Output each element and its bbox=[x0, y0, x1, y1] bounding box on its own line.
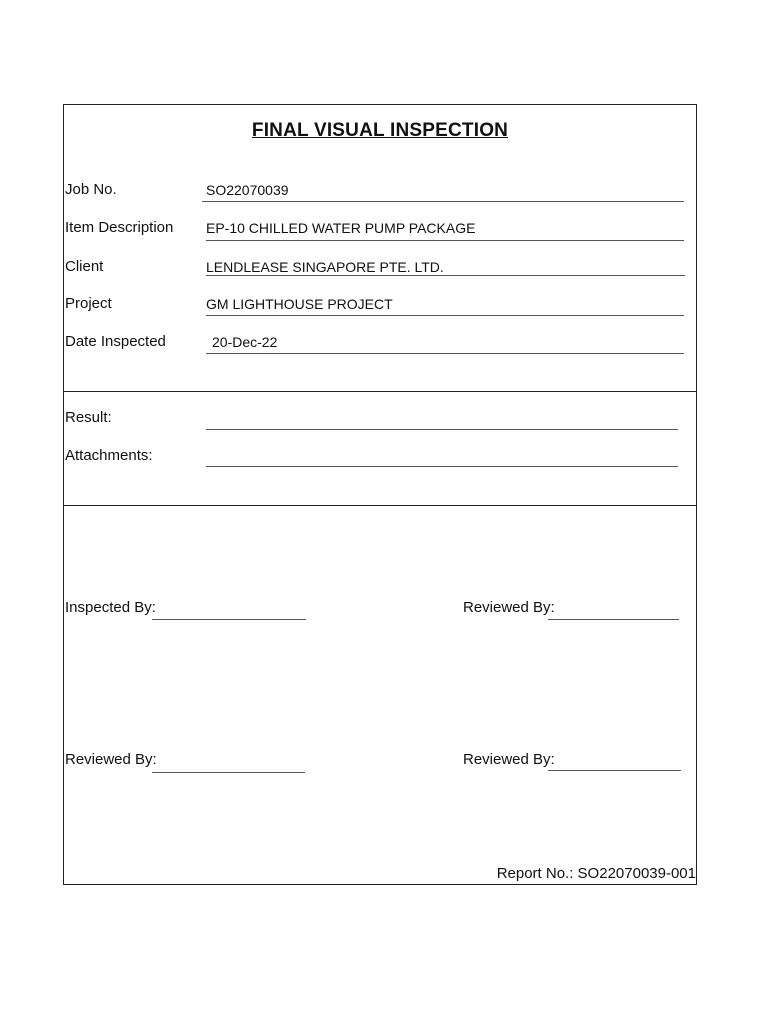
project-underline bbox=[206, 315, 684, 316]
inspected-by-signature-line bbox=[152, 619, 306, 620]
job-no-label: Job No. bbox=[65, 181, 117, 198]
item-description-label: Item Description bbox=[65, 219, 174, 236]
project-value: GM LIGHTHOUSE PROJECT bbox=[206, 296, 393, 312]
job-no-underline bbox=[202, 201, 684, 202]
inspection-form bbox=[63, 104, 697, 885]
reviewed-by-1-signature-line bbox=[548, 619, 679, 620]
result-underline bbox=[206, 429, 678, 430]
reviewed-by-1-label: Reviewed By: bbox=[463, 599, 555, 616]
section-divider-2 bbox=[64, 505, 696, 506]
reviewed-by-3-label: Reviewed By: bbox=[463, 751, 555, 768]
client-label: Client bbox=[65, 258, 104, 275]
date-inspected-label: Date Inspected bbox=[65, 333, 166, 350]
project-label: Project bbox=[65, 295, 112, 312]
attachments-underline bbox=[206, 466, 678, 467]
job-no-value: SO22070039 bbox=[206, 182, 289, 198]
section-divider-1 bbox=[64, 391, 696, 392]
item-description-value: EP-10 CHILLED WATER PUMP PACKAGE bbox=[206, 220, 476, 236]
date-inspected-value: 20-Dec-22 bbox=[212, 334, 278, 350]
client-underline bbox=[206, 275, 685, 276]
report-number: Report No.: SO22070039-001 bbox=[496, 865, 696, 882]
reviewed-by-3-signature-line bbox=[548, 770, 681, 771]
reviewed-by-2-label: Reviewed By: bbox=[65, 751, 157, 768]
client-value: LENDLEASE SINGAPORE PTE. LTD. bbox=[206, 259, 444, 275]
date-inspected-underline bbox=[206, 353, 684, 354]
result-label: Result: bbox=[65, 409, 112, 426]
attachments-label: Attachments: bbox=[65, 447, 153, 464]
reviewed-by-2-signature-line bbox=[152, 772, 305, 773]
item-description-underline bbox=[206, 240, 684, 241]
inspected-by-label: Inspected By: bbox=[65, 599, 156, 616]
form-title: FINAL VISUAL INSPECTION bbox=[251, 120, 509, 141]
